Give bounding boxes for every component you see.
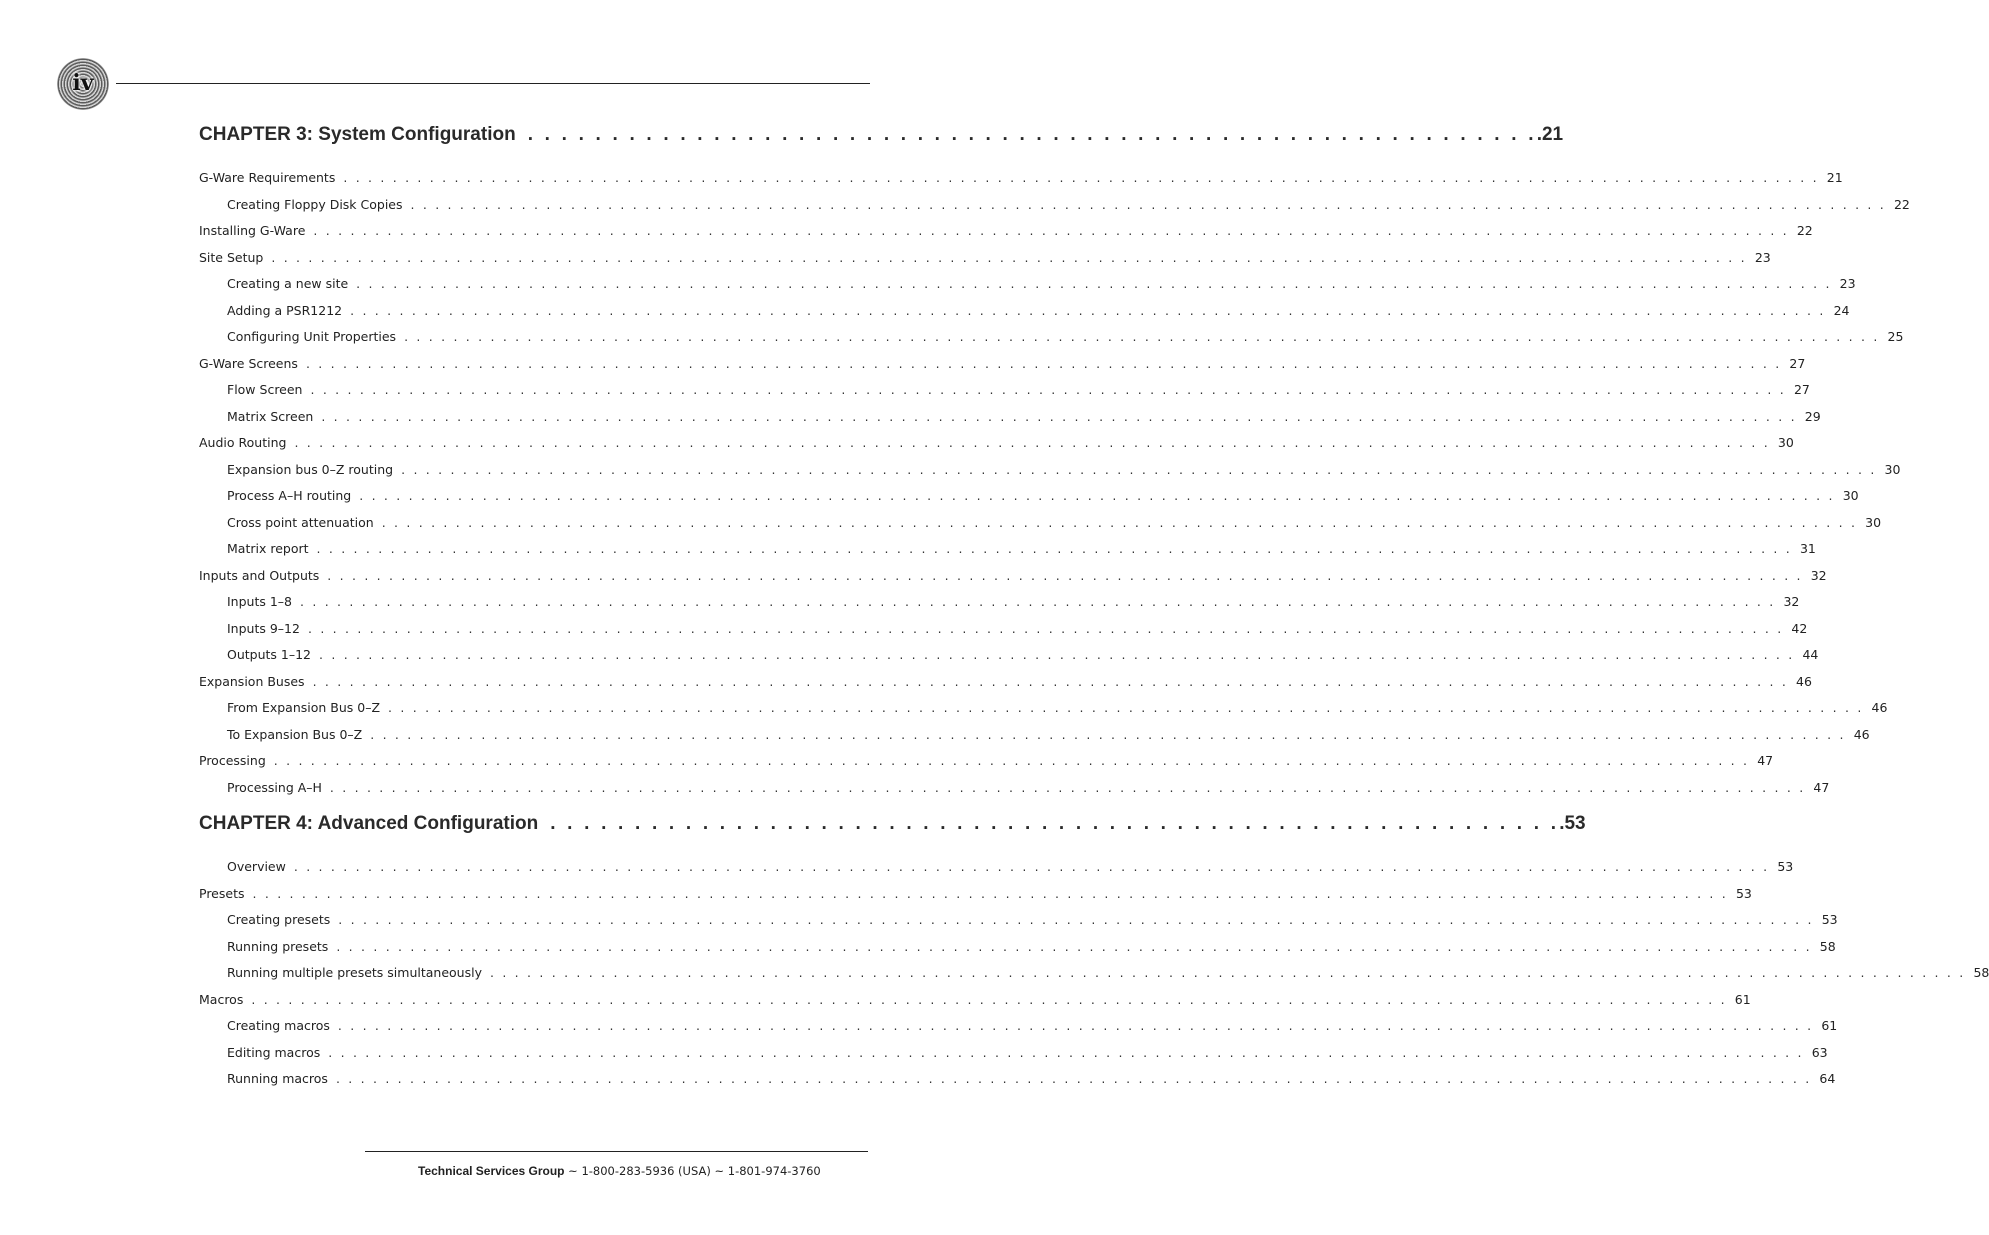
- dot-leader: . . . . . . . . . . . . . . . . . . . . . . . . . . . . . . . . . . . . . . . . . . . . . . . . . . . . . . . . . . . . . . . . . . . . . . . . . . . . . . . . . . . . . . . . . . . . . . . . . . . . . . . . . . . . . . . . . . . . . . . .: [401, 462, 1877, 477]
- dot-leader: . . . . . . . . . . . . . . . . . . . . . . . . . . . . . . . . . . . . . . . . . . . . . . . . . . . . . . . . . . . . . . . . . . . . . . . . . . . . . . . . . . . . . . . . . . . . . . . . . . . . . . . . . . . . . . . . . . . . . . . .: [294, 435, 1770, 450]
- toc-entry-page: 30: [1884, 462, 1901, 477]
- toc-entry-label: Creating Floppy Disk Copies: [227, 197, 403, 212]
- toc-entry-page: 61: [1821, 1018, 1838, 1033]
- dot-leader: . . . . . . . . . . . . . . . . . . . . . . . . . . . . . . . . . . . . . . . . . . . . . . . . . . . . . . . . . . . . . . . . . . . . . . . . . . . . . . . . . . . . . . . . . . . . . . . . . . . . . . . . . . . . . . . . . . . . . . . .: [327, 568, 1803, 583]
- toc-entry[interactable]: [227, 515, 1882, 533]
- toc-entry-label: Inputs 1–8: [227, 594, 293, 609]
- toc-entry[interactable]: [199, 435, 1794, 453]
- toc-entry-label: Matrix Screen: [227, 409, 314, 424]
- dot-leader: . . . . . . . . . . . . . . . . . . . . . . . . . . . . . . . . . . . . . . . . . . . . . . . . . . . . . . . . . . . . . . . . . . . . . . . . . . . . . . . . . . . . . . . . . . . . . . . . . . . . . . . . . . . . . . . . . . . . . . . .: [359, 488, 1835, 503]
- header-rule: [116, 83, 870, 84]
- toc-entry-page: 53: [1735, 886, 1752, 901]
- toc-entry-page: 46: [1796, 674, 1812, 689]
- toc-entry-page: 22: [1893, 197, 1910, 212]
- toc-entry-page: 47: [1813, 780, 1830, 795]
- toc-entry-label: Running presets: [227, 939, 329, 954]
- toc-entry-page: 42: [1791, 621, 1808, 636]
- toc-entry-label: Macros: [199, 992, 244, 1007]
- dot-leader: . . . . . . . . . . . . . . . . . . . . . . . . . . . . . . . . . . . . . . . . . . . . . . . . . . . . . . . . . . . . . . . . . . . . . . . . . . . . . . . . . . . . . . . . . . . . . . . . . . . . . . . . . . . . . . . . . . . . . . . .: [271, 250, 1747, 265]
- dot-leader: . . . . . . . . . . . . . . . . . . . . . . . . . . . . . . . . . . . . . . . . . . . . . . . . . . . . . . . . . . . . . . . . . . . . . . . . . . . . . . . . . . . . . . . . . . . . . . . . . . . . . . . . . . . . . . . . . . . . . . . .: [316, 541, 1792, 556]
- toc-entry-page: 30: [1865, 515, 1882, 530]
- toc-entry-label: Running multiple presets simultaneously: [227, 965, 482, 980]
- toc-entry[interactable]: [227, 409, 1821, 427]
- toc-entry-label: Audio Routing: [199, 435, 287, 450]
- toc-entry[interactable]: [227, 276, 1856, 294]
- toc-entry-label: Processing: [199, 753, 266, 768]
- dot-leader: . . . . . . . . . . . . . . . . . . . . . . . . . . . . . . . . . . . . . . . . . . . . . . . . . . . . . . . . . . . . . . . . . . . . . . . . . . . . . . . . . . . . . . . . . . . . . . . . . . . . . . . . . . . . . . . . . . . . . . . .: [410, 197, 1886, 212]
- toc-entry-page: 25: [1887, 329, 1904, 344]
- chapter-title: CHAPTER 3: System Configuration: [199, 124, 516, 145]
- chapter-page: .53: [1559, 813, 1586, 834]
- dot-leader: . . . . . . . . . . . . . . . . . . . . . . . . . . . . . . . . . . . . . . . . . . . . . . . . . . . . . . . . . . . . . . . . . . . . . . . . . . . . . . . . . . . . . . . . . . . . . . . . . . . . . . . . . . . . . . . . . . . . . . . .: [300, 594, 1776, 609]
- toc-entry-page: 46: [1853, 727, 1870, 742]
- toc-entry[interactable]: [227, 1045, 1828, 1063]
- dot-leader: . . . . . . . . . . . . . . . . . . . . . . . . . . . . . . . . . . . . . . . . . . . . . . . . . . . . . . . . . . . . . . . . . . . . . . . . . . . . . . . . . . . . . . . . . . . . . . . . . . . . . . . . . . . . . . . . . . . . . . . .: [404, 329, 1880, 344]
- dot-leader: . . . . . . . . . . . . . . . . . . . . . . . . . . . . . . . . . . . . . . . . . . . . . . . . . . . . . . . . . . . . . . . . . . . . . . . . . . . . . . . . . . . . . . . . . . . . . . . . . . . . . . . . . . . . . . . . . . . . . . . .: [338, 912, 1814, 927]
- toc-entry-label: Running macros: [227, 1071, 328, 1086]
- toc-entry[interactable]: [199, 753, 1774, 771]
- toc-entry-page: 27: [1789, 356, 1806, 371]
- dot-leader: . . . . . . . . . . . . . . . . . . . . . . . . . . . . . . . . . . . . . . . . . . . . . . . . . . . . . . . . . . . . . . . . . . . . . . . . . . . . . . . . . . . . . . . . . . . . . . . . . . . . . . . . . . . . . . . . . . . . . . . .: [337, 1018, 1814, 1033]
- toc-entry[interactable]: [227, 859, 1794, 877]
- dot-leader: . . . . . . . . . . . . . . . . . . . . . . . . . . . . . . . . . . . . . . . . . . . . . . . . . . . . . . . . . . . . . . . . . . . . . . . . . . . . . . . . . . . . . . . . . . . . . . . . . . . . . . . . . . . . . . . . . . . . . . . .: [307, 621, 1784, 636]
- footer: [418, 1164, 821, 1178]
- dot-leader: . . . . . . . . . . . . . . . . . . . . . . . . . . . . . . . . . . . . . . . . . . . . . . . . . . . . . . . . . . . . . . . . . . . . . . . . . . . . . . . . . . . . . . . . . . . . . . . . . . . . . . . . . . . . . . . . . . . . . . . .: [381, 515, 1858, 530]
- dot-leader: . . . . . . . . . . . . . . . . . . . . . . . . . . . . . . . . . . . . . . . . . . . . . . . . . . . . . . . . . . . . . . . . . . . . . . . . . . . . . . . . . . . . . . . . . . . . . . . . . . . . . . . . . . . . . . . . . . . . . . . .: [388, 700, 1864, 715]
- toc-entry-page: 58: [1973, 965, 1989, 980]
- footer-rule: [365, 1151, 868, 1152]
- toc-entry-page: 23: [1839, 276, 1856, 291]
- toc-entry-label: Expansion bus 0–Z routing: [227, 462, 394, 477]
- dot-leader: . . . . . . . . . . . . . . . . . . . . . . . . . . . . . . . . . . . . . . . . . . . . . . . . . . . . . . . . . . . . . . . . . . . . . . . . . . . . . . . . . . . . . . . . . . . . . . . . . . . . . . . . . . . . . . . . . . . . . . . .: [336, 939, 1812, 954]
- toc-entry-label: To Expansion Bus 0–Z: [227, 727, 363, 742]
- toc-entry[interactable]: [227, 1018, 1838, 1036]
- dot-leader: . . . . . . . . . . . . . . . . . . . . . . . . . . . . . . . . . . . . . . . . . . . . . . . . . . . . . . . . . . . . . . . . . . . . . . . . . . . . . . . . . . . . . . . . . . . . . . . . . . . . . . . . . . . . . . . . . . . . . . . .: [343, 170, 1819, 185]
- toc-entry-page: 24: [1833, 303, 1850, 318]
- toc-entry-label: Expansion Buses: [199, 674, 305, 689]
- toc-entry-page: 27: [1793, 382, 1810, 397]
- toc-entry-page: 32: [1783, 594, 1800, 609]
- toc-entry[interactable]: [227, 647, 1819, 665]
- toc-entry[interactable]: [199, 886, 1752, 904]
- toc-entry-page: 22: [1796, 223, 1813, 238]
- toc-entry-label: Process A–H routing: [227, 488, 352, 503]
- toc-entry[interactable]: [227, 621, 1808, 639]
- toc-entry-page: 58: [1819, 939, 1836, 954]
- dot-leader: . . . . . . . . . . . . . . . . . . . . . . . . . . . . . . . . . . . . . . . . . . . . . . . . . . . . . . . . . . . . . . . . . . . . . . . . . . . . . . . . . . . . . . . . . . . . . . . . . . . . . . . . . . . . . . . . . . . . . . . .: [321, 409, 1797, 424]
- toc-entry-label: Creating macros: [227, 1018, 330, 1033]
- toc-entry[interactable]: [227, 780, 1830, 798]
- toc-entry[interactable]: [199, 992, 1751, 1010]
- dot-leader: . . . . . . . . . . . . . . . . . . . . . . . . . . . . . . . . . . . . . . . . . . . . . . . . . . . . . . . . . . . . . . . . . . . . . . . . . . . . . . . . . . . . . . . . . . . . . . . . . . . . . . . . . . . . . . . . . . . . . . . .: [335, 1071, 1812, 1086]
- dot-leader: . . . . . . . . . . . . . . . . . . . . . . . . . . . . . . . . . . . . . . . . . . . . . . . . . . . . . . . . . . . . . . . . . . . . . . . . . . . . . . . . . . . . . . . . . . . . . . . . . . . . . . . . . . . . . . . . . . . . . . . .: [251, 992, 1727, 1007]
- toc-entry-page: 21: [1826, 170, 1843, 185]
- footer-org: Technical Services Group: [418, 1164, 565, 1178]
- toc-entry-page: 64: [1819, 1071, 1836, 1086]
- dot-leader: . . . . . . . . . . . . . . . . . . . . . . . . . . . . . . . . . . . . . . . . . . . . . . . . . . . . . . . . . . . . . . . . . . . . . . . . . . . . . . . . . . . . . . . . . . . . . . . . . . . . . . . . . . . . . . . . . . . . . . . .: [356, 276, 1832, 291]
- dot-leader: . . . . . . . . . . . . . . . . . . . . . . . . . . . . . . . . . . . . . . . . . . . . . . . . . . . . . . . . . . . . . . . . . . . . . . . . . . . . . . . . . . . . . . . . . . . . . . . . . . . . . . . . . . . . . . . . . . . . . . . .: [350, 303, 1826, 318]
- toc-entry[interactable]: [227, 700, 1888, 718]
- toc-entry-page: 30: [1777, 435, 1794, 450]
- toc-entry-page: 61: [1734, 992, 1751, 1007]
- toc-entry[interactable]: [227, 939, 1836, 957]
- toc-entry[interactable]: [227, 727, 1870, 745]
- dot-leader: . . . . . . . . . . . . . . . . . . . . . . . . . . . . . . . . . . . . . . . . . . . . . . . . . . . . . . . . . . . . . . . . . . . . . . . . . . . . . . . . . . . . . . . . . . . . . . . . . . . . . . . . . . . . . . . . . . . . . . . .: [310, 382, 1786, 397]
- dot-leader: . . . . . . . . . . . . . . . . . . . . . . . . . . . . . . . . . . . . . . . . . . . . . . . . . . . . . . . . . . . . . . . . . . . . . . . . . . . . . . . . . . . . . . . . . . . . . . . . . . . . . . . . . . . . . . . . . . . . . . . .: [312, 674, 1789, 689]
- toc-entry[interactable]: [227, 382, 1810, 400]
- toc-entry-page: 47: [1757, 753, 1774, 768]
- toc-entry-label: Creating presets: [227, 912, 331, 927]
- toc-entry-label: Creating a new site: [227, 276, 349, 291]
- toc-entry-page: 53: [1777, 859, 1794, 874]
- toc-entry[interactable]: [199, 170, 1843, 188]
- toc-entry-page: 23: [1754, 250, 1771, 265]
- toc-entry-label: Inputs 9–12: [227, 621, 300, 636]
- toc-entry-label: Processing A–H: [227, 780, 322, 795]
- toc-entry-label: Installing G-Ware: [199, 223, 306, 238]
- chapter-title: CHAPTER 4: Advanced Configuration: [199, 813, 539, 834]
- chapter-page: .21: [1536, 124, 1564, 145]
- toc-entry-label: Cross point attenuation: [227, 515, 374, 530]
- toc-entry-page: 32: [1810, 568, 1827, 583]
- toc-entry-label: Adding a PSR1212: [227, 303, 343, 318]
- footer-phones: ~ 1-800-283-5936 (USA) ~ 1-801-974-3760: [564, 1164, 821, 1178]
- toc-entry-page: 31: [1799, 541, 1816, 556]
- toc-entry-label: From Expansion Bus 0–Z: [227, 700, 381, 715]
- toc-entry-label: Flow Screen: [227, 382, 303, 397]
- toc-entry-label: G-Ware Screens: [199, 356, 298, 371]
- dot-leader: . . . . . . . . . . . . . . . . . . . . . . . . . . . . . . . . . . . . . . . . . . . . . . . . . . . . . . . . . . . . . . . . . . . . . . . . . . . . . . . . . . . . . . . . . . . . . . . . . . . . . . . . . . . . . . . . . . . . . . . .: [305, 356, 1782, 371]
- toc-entry-page: 44: [1802, 647, 1819, 662]
- page-number: iv: [72, 70, 94, 96]
- toc-entry-page: 63: [1811, 1045, 1828, 1060]
- toc-entry[interactable]: [227, 541, 1816, 559]
- toc-entry[interactable]: [227, 303, 1850, 321]
- toc-entry[interactable]: [227, 462, 1901, 480]
- page-number-badge: [57, 58, 109, 110]
- toc-entry-page: 30: [1842, 488, 1859, 503]
- dot-leader: . . . . . . . . . . . . . . . . . . . . . . . . . . . . . . . . . . . . . . . . . . . . . . . . . . . . . . . . . . . . . . . . . . . . . . . . . . . . . . . . . . . . . . . . . . . . . . . . . . . . . . . . . . . . . . . . . . . . . . . .: [273, 753, 1750, 768]
- toc-entry-label: Presets: [199, 886, 245, 901]
- toc-entry[interactable]: [199, 674, 1812, 692]
- toc-entry-label: Matrix report: [227, 541, 309, 556]
- toc-entry[interactable]: [227, 329, 1904, 347]
- toc-entry[interactable]: [227, 197, 1910, 215]
- toc-entry[interactable]: [227, 1071, 1836, 1089]
- toc-entry[interactable]: [199, 250, 1771, 268]
- dot-leader: . . . . . . . . . . . . . . . . . . . . . . . . . . . . . . . . . . . . . . . . . . . . . . . . . . . . . . . . . . . . . . . . . . . . . . . . . . . . . . . . . . . . . . . . . . . . . . . . . . . . . . . . . . . . . . . . . . . . . . . .: [293, 859, 1770, 874]
- dot-leader: . . . . . . . . . . . . . . . . . . . . . . . . . . . . . . . . . . . . . . . . . . . . . . . . . . . . . . . . . . . . . . . . . . . . . . . . . . . . . . . . . . . . . . . . . . . . . . . . . . . . . . . . . . . . . . . . . . . . . . . .: [313, 223, 1789, 238]
- toc-entry[interactable]: [227, 488, 1859, 506]
- toc-entry-page: 29: [1804, 409, 1821, 424]
- toc-entry[interactable]: [199, 568, 1827, 586]
- dot-leader: . . . . . . . . . . . . . . . . . . . . . . . . . . . . . . . . . . . . . . . . . . . . . . . . . . . . . . . . . . . . . . . . . . . . . . . . . . . . . . . . . . . . . . . . . . . . . . . . . . . . . . . . . . . . . . . . . . . . . . . .: [328, 1045, 1804, 1060]
- toc-entry[interactable]: [199, 356, 1806, 374]
- toc-entry[interactable]: [227, 594, 1800, 612]
- dot-leader: . . . . . . . . . . . . . . . . . . . . . . . . . . . . . . . . . . . . . . . . . . . . . . . . . . . . . . . . . . . . . . . . . . . . . . . . . . . . . . . . . . . . . . . . . . . . . . . . . . . . . . . . . . . . . . . . . . . . . . . .: [370, 727, 1846, 742]
- toc-entry[interactable]: [227, 965, 1989, 983]
- chapter-heading[interactable]: [199, 124, 1564, 146]
- dot-leader: . . . . . . . . . . . . . . . . . . . . . . . . . . . . . . . . . . . . . . . . . . . . . . . . . . . . . . . . . . . . . . . . . . . . . . . . . . . . . . . . . . . . . . . . . . . . . . . . . . . . . . . . . . . . . . . . . . . . . . . .: [329, 780, 1806, 795]
- dot-leader: . . . . . . . . . . . . . . . . . . . . . . . . . . . . . . . . . . . . . . . . . . . . . . . . . . . . . . . . . . . .: [550, 813, 1560, 834]
- toc-entry-label: Site Setup: [199, 250, 264, 265]
- toc-entry-label: Configuring Unit Properties: [227, 329, 397, 344]
- chapter-heading[interactable]: [199, 813, 1586, 835]
- toc-entry-page: 53: [1821, 912, 1838, 927]
- dot-leader: . . . . . . . . . . . . . . . . . . . . . . . . . . . . . . . . . . . . . . . . . . . . . . . . . . . . . . . . . . . . . . . . . . . . . . . . . . . . . . . . . . . . . . . . . . . . . . . . . . . . . . . . . . . . . . . . . . . . . . . .: [489, 965, 1966, 980]
- dot-leader: . . . . . . . . . . . . . . . . . . . . . . . . . . . . . . . . . . . . . . . . . . . . . . . . . . . . . . . . . . . .: [527, 124, 1537, 145]
- toc-entry-label: Inputs and Outputs: [199, 568, 320, 583]
- toc-entry-label: Editing macros: [227, 1045, 321, 1060]
- toc-entry-label: Outputs 1–12: [227, 647, 312, 662]
- toc-entry[interactable]: [227, 912, 1838, 930]
- dot-leader: . . . . . . . . . . . . . . . . . . . . . . . . . . . . . . . . . . . . . . . . . . . . . . . . . . . . . . . . . . . . . . . . . . . . . . . . . . . . . . . . . . . . . . . . . . . . . . . . . . . . . . . . . . . . . . . . . . . . . . . .: [252, 886, 1728, 901]
- toc-entry-page: 46: [1871, 700, 1888, 715]
- toc-entry-label: Overview: [227, 859, 286, 874]
- dot-leader: . . . . . . . . . . . . . . . . . . . . . . . . . . . . . . . . . . . . . . . . . . . . . . . . . . . . . . . . . . . . . . . . . . . . . . . . . . . . . . . . . . . . . . . . . . . . . . . . . . . . . . . . . . . . . . . . . . . . . . . .: [319, 647, 1795, 662]
- toc-entry[interactable]: [199, 223, 1813, 241]
- toc-entry-label: G-Ware Requirements: [199, 170, 336, 185]
